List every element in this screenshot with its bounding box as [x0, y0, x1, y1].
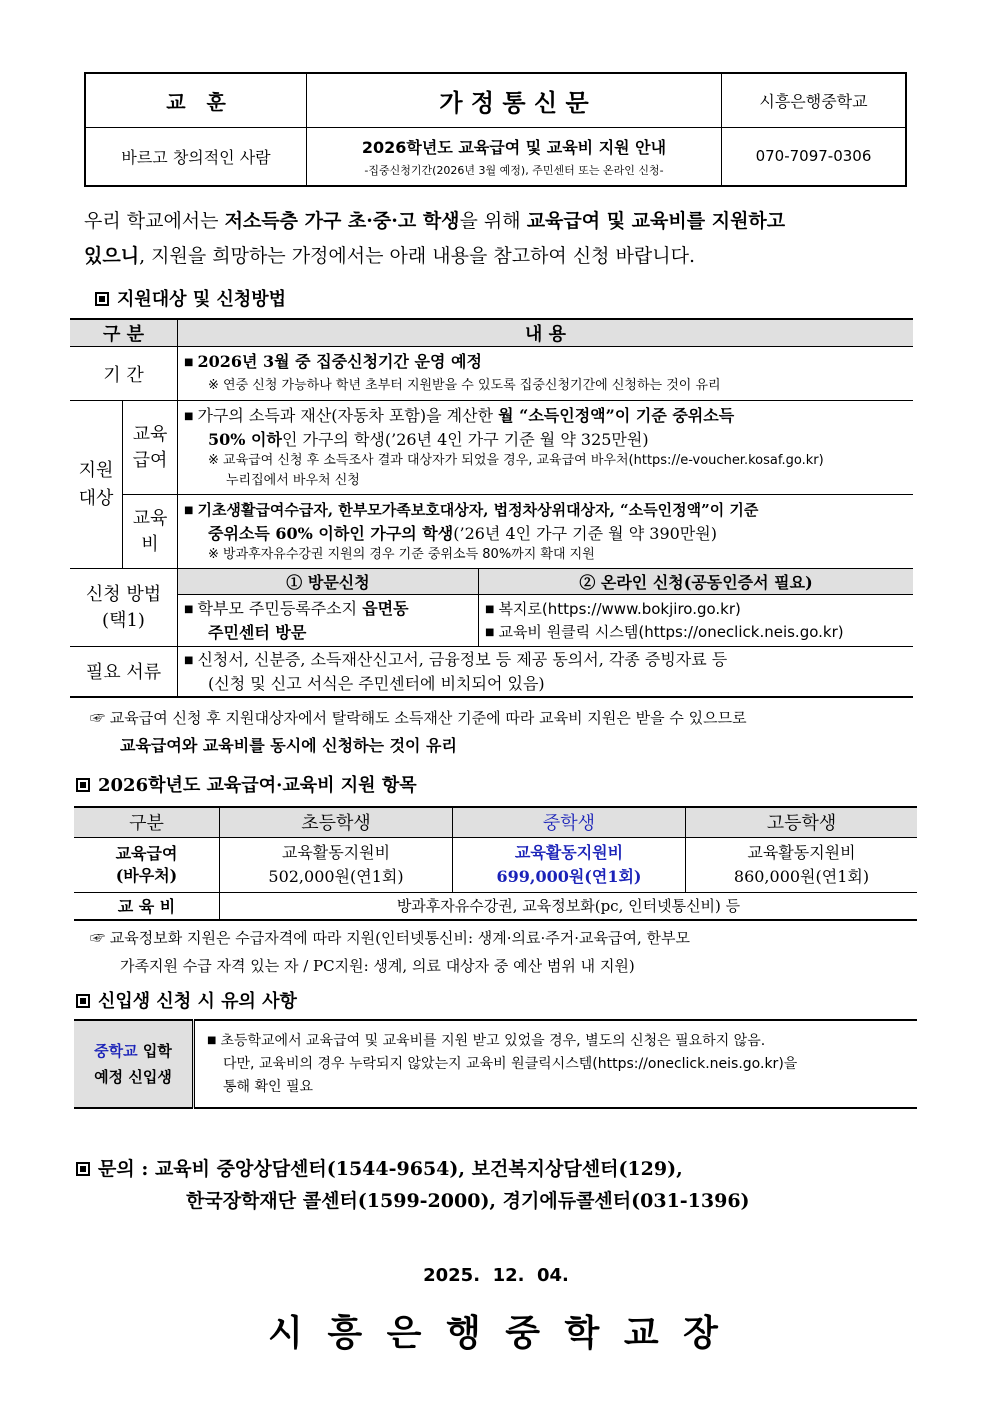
intro-paragraph: [84, 204, 924, 274]
square-bullet-icon: [76, 778, 90, 792]
elem-amt: 502,000원(연1회): [268, 866, 404, 886]
edu-cost-content: [178, 495, 914, 569]
docs-l2: (신청 및 신고 서식은 주민센터에 비치되어 있음): [208, 673, 545, 693]
tip-line1: ☞ 교육정보화 지원은 수급자격에 따라 지원(인터넷통신비: 생계·의료·주거·교육급여, 한부모: [90, 929, 690, 947]
freshman-table: [74, 1019, 917, 1109]
period-label: 기 간: [70, 347, 178, 401]
high-amt: 860,000원(연1회): [733, 866, 870, 886]
docs-label: 필요 서류: [70, 647, 178, 697]
motto-label: 교 훈: [85, 73, 307, 127]
edu-benefit-l2b: 인 가구의 학생(’26년 4인 가구 기준 월 약 325만원): [281, 430, 649, 449]
freshman-content: [194, 1020, 918, 1108]
bullet-icon: ■: [184, 411, 194, 422]
bullet-icon: ■: [485, 603, 495, 615]
freshman-l2: 다만, 교육비의 경우 누락되지 않았는지 교육비 원클릭시스템(https://oneclick.neis.go.kr)을: [223, 1056, 798, 1072]
bullet-icon: ■: [184, 654, 194, 666]
section2-title-text: 2026학년도 교육급여·교육비 지원 항목: [98, 775, 417, 796]
freshman-label-b: 입학: [137, 1042, 172, 1060]
square-bullet-icon: [95, 292, 109, 306]
visit-l1b: 읍면동: [362, 599, 409, 618]
support-table: [70, 318, 913, 698]
bullet-icon: ■: [485, 626, 495, 638]
edu-cost-note: ※ 방과후자유수강권 지원의 경우 기준 중위소득 80%까지 확대 지원: [208, 546, 595, 562]
col-high: 고등학생: [686, 807, 918, 837]
row2-content: 방과후자유수강권, 교육정보화(pc, 인터넷통신비) 등: [220, 892, 918, 920]
online-l1[interactable]: 복지로(https://www.bokjiro.go.kr): [498, 599, 741, 618]
subject-cell: [307, 127, 722, 186]
col-elem: 초등학생: [220, 807, 453, 837]
col-mid: 중학생: [453, 807, 686, 837]
freshman-l3: 통해 확인 필요: [223, 1079, 314, 1095]
elem-item: 교육활동지원비: [281, 842, 391, 862]
subject-sub: -집중신청기간(2026년 3월 예정), 주민센터 또는 온라인 신청-: [364, 163, 664, 177]
visit-content: [178, 595, 479, 647]
edu-benefit-l2a: 50% 이하: [208, 430, 282, 449]
period-note: ※ 연중 신청 가능하나 학년 초부터 지원받을 수 있도록 집중신청기간에 신청하는 것이 유리: [208, 378, 721, 393]
mid-amt: 699,000원(연1회): [496, 866, 642, 886]
row2-label: 교 육 비: [74, 892, 220, 920]
subject: 2026학년도 교육급여 및 교육비 지원 안내: [361, 137, 667, 157]
motto: 바르고 창의적인 사람: [85, 127, 307, 186]
section2-tip: [90, 924, 690, 980]
period-content: [178, 347, 914, 401]
contact-line1: 문의 : 교육비 중앙상담센터(1544-9654), 보건복지상담센터(129),: [98, 1158, 683, 1180]
signature: 시 흥 은 행 중 학 교 장: [268, 1312, 724, 1354]
elem-cell: [220, 837, 453, 892]
header-table: [84, 72, 907, 187]
intro-bold: 있으니: [84, 245, 140, 267]
online-l2[interactable]: 교육비 원클릭 시스템(https://oneclick.neis.go.kr): [498, 622, 844, 641]
visit-l2: 주민센터 방문: [208, 623, 307, 642]
edu-cost-label: 교육 비: [123, 495, 178, 569]
visit-title: ① 방문신청: [178, 569, 479, 595]
intro-text: 우리 학교에서는: [84, 210, 225, 232]
square-bullet-icon: [76, 1162, 90, 1176]
section3-title-text: 신입생 신청 시 유의 사항: [98, 991, 297, 1012]
period-main: 2026년 3월 중 집중신청기간 운영 예정: [197, 352, 482, 371]
edu-benefit-l1b: 월 “소득인정액”이 기준 중위소득: [498, 406, 735, 425]
support-items-table: [74, 806, 917, 921]
freshman-label: [74, 1020, 194, 1108]
freshman-l1: 초등학교에서 교육급여 및 교육비를 지원 받고 있었을 경우, 별도의 신청은 필요하지 않음.: [220, 1033, 766, 1049]
section1-title: [95, 285, 286, 311]
row1-label: 교육급여 (바우처): [74, 837, 220, 892]
visit-l1a: 학부모 주민등록주소지: [197, 599, 363, 618]
section2-title: [76, 771, 417, 797]
intro-bold: 저소득층 가구 초·중·고 학생: [224, 210, 460, 232]
school-phone: 070-7097-0306: [722, 127, 907, 186]
edu-cost-l2b: (’26년 4인 가구 기준 월 약 390만원): [453, 523, 717, 543]
bullet-icon: ■: [207, 1035, 217, 1046]
section1-title-text: 지원대상 및 신청방법: [117, 289, 287, 310]
col-category: 구분: [74, 807, 220, 837]
date: 2025. 12. 04.: [423, 1265, 569, 1286]
edu-benefit-l1a: 가구의 소득과 재산(자동차 포함)을 계산한: [197, 406, 499, 425]
intro-text: , 지원을 희망하는 가정에서는 아래 내용을 참고하여 신청 바랍니다.: [139, 245, 696, 267]
tip-line2: 가족지원 수급 자격 있는 자 / PC지원: 생계, 의료 대상자 중 예산 범위 내 지원): [120, 957, 635, 975]
target-label: 지원 대상: [70, 401, 123, 569]
edu-benefit-content: [178, 401, 914, 495]
edu-benefit-note2: 누리집에서 바우처 신청: [226, 473, 360, 488]
bullet-icon: ■: [184, 504, 194, 516]
col-category: 구 분: [70, 319, 178, 347]
square-bullet-icon: [76, 994, 90, 1008]
online-content: [479, 595, 914, 647]
contact-block: [76, 1153, 750, 1217]
section1-tip: [90, 704, 747, 760]
mid-item: 교육활동지원비: [514, 842, 624, 862]
mid-cell: [453, 837, 686, 892]
docs-content: [178, 647, 914, 697]
high-item: 교육활동지원비: [747, 842, 856, 862]
method-label: 신청 방법 (택1): [70, 569, 178, 647]
online-title: ② 온라인 신청(공동인증서 필요): [479, 569, 914, 595]
bullet-icon: ■: [184, 357, 194, 368]
doc-title: 가 정 통 신 문: [307, 73, 722, 127]
high-cell: [686, 837, 918, 892]
col-content: 내 용: [178, 319, 914, 347]
edu-benefit-note1: ※ 교육급여 신청 후 소득조사 결과 대상자가 되었을 경우, 교육급여 바우처(https://e-voucher.kosaf.go.kr): [208, 453, 824, 468]
edu-benefit-label: 교육 급여: [123, 401, 178, 495]
edu-cost-l1: 기초생활급여수급자, 한부모가족보호대상자, 법정차상위대상자, “소득인정액”이 기준: [197, 500, 759, 519]
freshman-label-c: 예정 신입생: [94, 1068, 172, 1086]
tip-line1: ☞ 교육급여 신청 후 지원대상자에서 탈락해도 소득재산 기준에 따라 교육비 지원은 받을 수 있으므로: [90, 709, 747, 727]
school-name: 시흥은행중학교: [722, 73, 907, 127]
contact-line2: 한국장학재단 콜센터(1599-2000), 경기에듀콜센터(031-1396): [186, 1190, 750, 1212]
tip-line2: 교육급여와 교육비를 동시에 신청하는 것이 유리: [120, 736, 457, 755]
intro-text: 을 위해: [459, 210, 527, 232]
docs-l1: 신청서, 신분증, 소득재산신고서, 금융정보 등 제공 동의서, 각종 증빙자료 등: [197, 649, 728, 669]
freshman-label-a: 중학교: [94, 1042, 138, 1060]
bullet-icon: ■: [184, 604, 194, 615]
edu-cost-l2a: 중위소득 60% 이하인 가구의 학생: [208, 523, 454, 543]
section3-title: [76, 987, 297, 1013]
intro-bold: 교육급여 및 교육비를 지원하고: [526, 210, 786, 232]
